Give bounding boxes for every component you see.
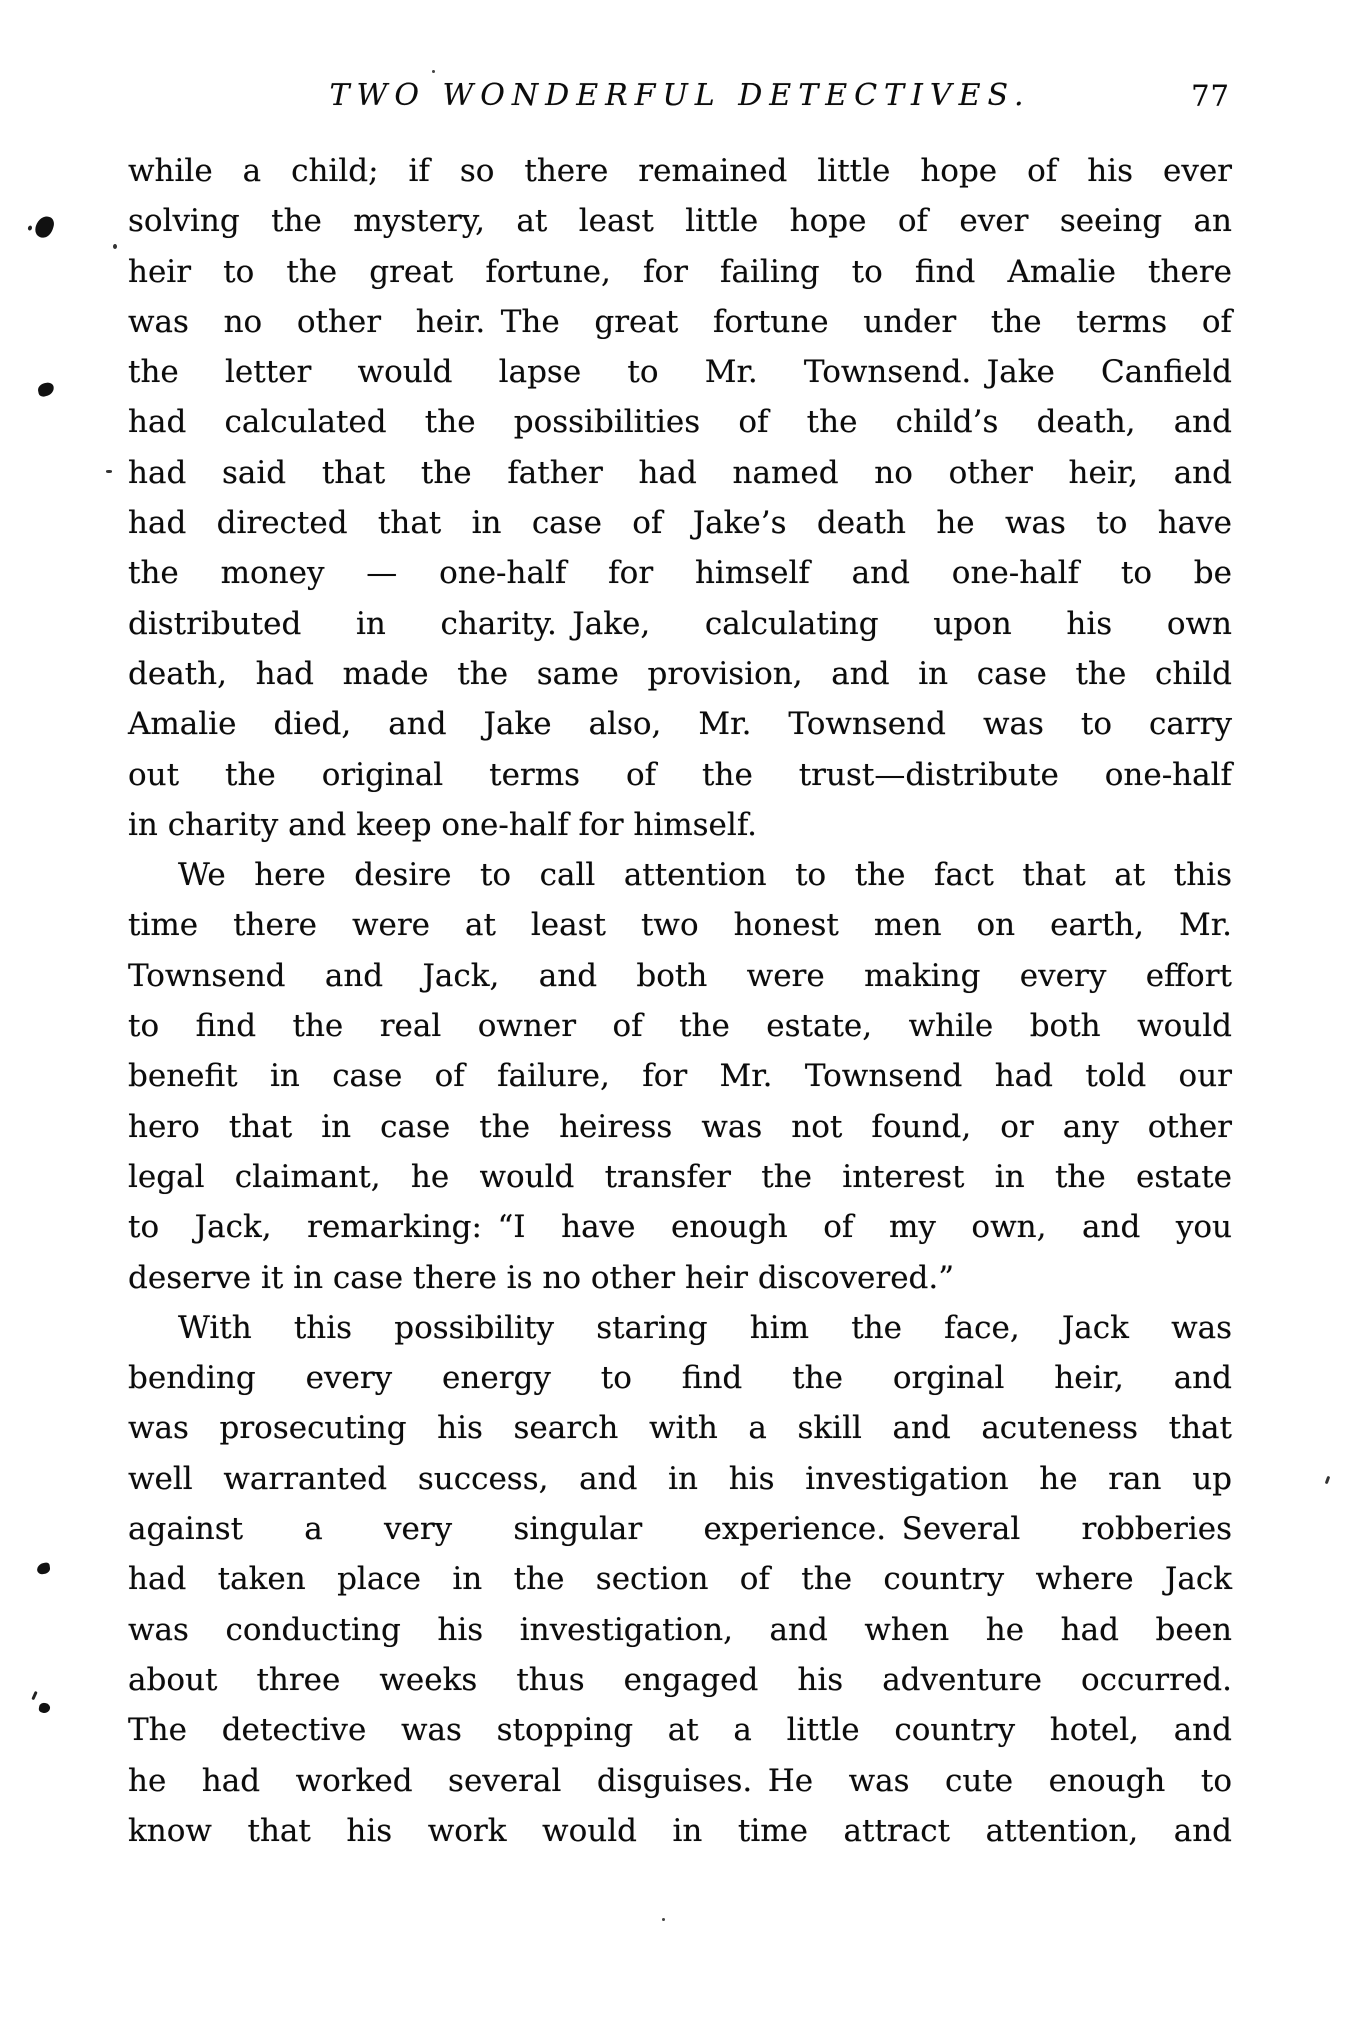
text-line: was no other heir. The great fortune under the terms of (128, 303, 1232, 340)
ink-speck (113, 244, 117, 249)
text-line: had said that the father had named no other heir, and (128, 454, 1232, 491)
text-line: benefit in case of failure, for Mr. Townsend had told our (128, 1058, 1232, 1095)
text-line: had taken place in the section of the country where Jack (128, 1561, 1232, 1598)
text-line: the letter would lapse to Mr. Townsend. Jake Canfield (128, 354, 1232, 391)
text-line: With this possibility staring him the face, Jack was (178, 1309, 1232, 1346)
text-line: he had worked several disguises. He was cute enough to (128, 1762, 1232, 1799)
paragraph (128, 850, 1232, 1303)
text-line: to Jack, remarking: “I have enough of my own, and you (128, 1209, 1232, 1246)
text-line: heir to the great fortune, for failing to find Amalie there (128, 253, 1232, 290)
page-number: 77 (1191, 79, 1230, 113)
text-line: while a child; if so there remained little hope of his ever (128, 153, 1232, 189)
text-line: was prosecuting his search with a skill and acuteness that (128, 1410, 1232, 1447)
text-line: out the original terms of the trust—distribute one-half (128, 756, 1232, 793)
text-line: distributed in charity. Jake, calculating upon his own (128, 605, 1232, 642)
text-line: know that his work would in time attract attention, and (128, 1812, 1232, 1849)
text-line: deserve it in case there is no other heir discovered.” (128, 1259, 955, 1296)
ink-speck (432, 70, 435, 73)
text-line: We here desire to call attention to the fact that at this (178, 857, 1232, 894)
text-line: death, had made the same provision, and in case the child (128, 655, 1232, 692)
text-line: hero that in case the heiress was not found, or any other (128, 1108, 1232, 1145)
text-line: legal claimant, he would transfer the interest in the estate (128, 1158, 1232, 1195)
ink-speck (106, 470, 112, 473)
text-line: in charity and keep one-half for himself. (128, 806, 758, 843)
text-line: against a very singular experience. Several robberies (128, 1511, 1232, 1548)
ink-speck (37, 381, 55, 397)
text-line: was conducting his investigation, and when he had been (128, 1611, 1232, 1648)
text-line: had directed that in case of Jake’s death he was to have (128, 505, 1232, 542)
page-body (128, 146, 1232, 1856)
text-line: solving the mystery, at least little hope of ever seeing an (128, 203, 1232, 240)
running-header-title: TWO WONDERFUL DETECTIVES. (329, 78, 1031, 113)
paragraph (128, 1303, 1232, 1856)
running-header (128, 78, 1232, 122)
text-line: had calculated the possibilities of the child’s death, and (128, 404, 1232, 441)
text-line: to find the real owner of the estate, while both would (128, 1008, 1232, 1045)
ink-speck (36, 1562, 50, 1575)
ink-speck (38, 1702, 51, 1714)
paragraph (128, 146, 1232, 850)
ink-speck (662, 1918, 665, 1921)
text-line: well warranted success, and in his investigation he ran up (128, 1460, 1232, 1497)
text-line: Townsend and Jack, and both were making every effort (128, 957, 1232, 994)
text-line: the money — one-half for himself and one-half to be (128, 555, 1232, 592)
text-line: Amalie died, and Jake also, Mr. Townsend was to carry (128, 706, 1232, 743)
text-line: about three weeks thus engaged his adventure occurred. (128, 1661, 1232, 1698)
text-line: bending every energy to find the orginal heir, and (128, 1360, 1232, 1397)
text-line: The detective was stopping at a little country hotel, and (128, 1712, 1232, 1749)
ink-speck (1325, 1476, 1331, 1485)
ink-speck (33, 214, 56, 240)
text-line: time there were at least two honest men on earth, Mr. (128, 907, 1232, 944)
